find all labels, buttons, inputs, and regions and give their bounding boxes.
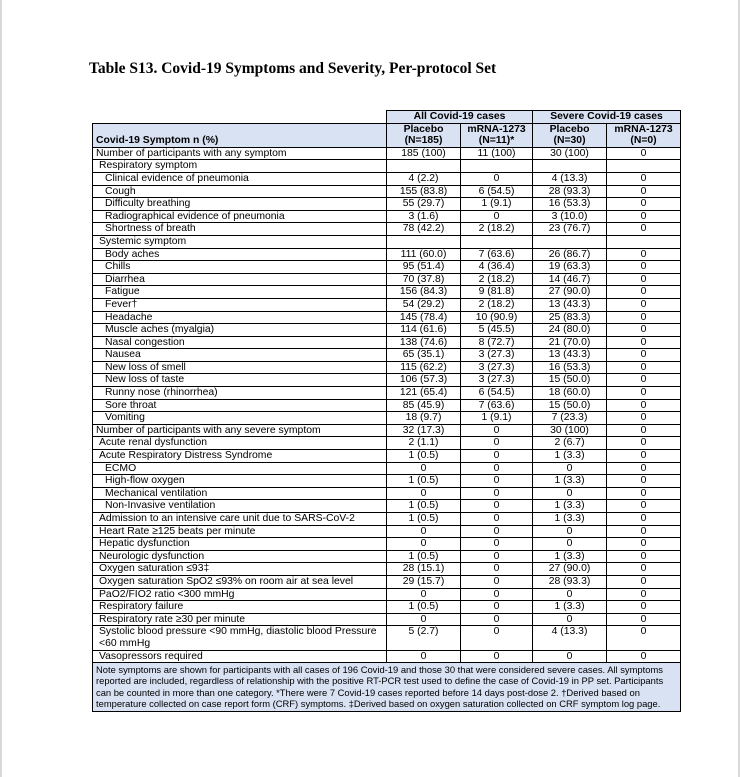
footnote-row [93, 663, 681, 712]
all-mrna-value: 8 (72.7) [461, 336, 533, 349]
severe-mrna-value: 0 [607, 462, 681, 475]
symptom-label: Headache [93, 311, 387, 324]
severe-mrna-value: 0 [607, 248, 681, 261]
severe-mrna-value: 0 [607, 223, 681, 236]
all-placebo-value: 1 (0.5) [387, 513, 461, 526]
table-row [93, 588, 681, 601]
all-placebo-value: 29 (15.7) [387, 575, 461, 588]
symptom-label: Fatigue [93, 286, 387, 299]
all-mrna-value: 0 [461, 462, 533, 475]
symptoms-table [92, 110, 681, 712]
group-header-row [93, 111, 681, 124]
all-mrna-value: 10 (90.9) [461, 311, 533, 324]
symptom-label: Radiographical evidence of pneumonia [93, 210, 387, 223]
all-mrna-value: 0 [461, 550, 533, 563]
severe-placebo-value: 13 (43.3) [533, 298, 607, 311]
severe-placebo-value: 30 (100) [533, 424, 607, 437]
table-row [93, 575, 681, 588]
col-all-placebo-name: Placebo [403, 123, 444, 135]
symptom-label: Respiratory rate ≥30 per minute [93, 613, 387, 626]
all-placebo-value: 1 (0.5) [387, 450, 461, 463]
all-placebo-value [387, 160, 461, 173]
severe-mrna-value: 0 [607, 500, 681, 513]
all-mrna-value: 6 (54.5) [461, 185, 533, 198]
col-all-mrna-n: (N=11)* [478, 135, 515, 147]
symptom-label: Muscle aches (myalgia) [93, 324, 387, 337]
symptom-label: Body aches [93, 248, 387, 261]
severe-mrna-value: 0 [607, 450, 681, 463]
severe-placebo-value: 24 (80.0) [533, 324, 607, 337]
severe-placebo-value: 1 (3.3) [533, 450, 607, 463]
all-mrna-value: 0 [461, 172, 533, 185]
severe-placebo-value: 15 (50.0) [533, 399, 607, 412]
severe-mrna-value: 0 [607, 311, 681, 324]
severe-mrna-value [607, 160, 681, 173]
symptom-label: Difficulty breathing [93, 198, 387, 211]
all-mrna-value: 7 (63.6) [461, 399, 533, 412]
severe-placebo-value: 13 (43.3) [533, 349, 607, 362]
all-mrna-value: 0 [461, 525, 533, 538]
all-mrna-value: 11 (100) [461, 147, 533, 160]
symptom-label: Shortness of breath [93, 223, 387, 236]
severe-placebo-value: 18 (60.0) [533, 387, 607, 400]
severe-placebo-value: 4 (13.3) [533, 172, 607, 185]
table-row [93, 563, 681, 576]
all-placebo-value: 95 (51.4) [387, 261, 461, 274]
symptom-label: Chills [93, 261, 387, 274]
symptom-label: Admission to an intensive care unit due to SARS-CoV-2 [93, 513, 387, 526]
col-severe-mrna-name: mRNA-1273 [614, 123, 673, 135]
severe-mrna-value: 0 [607, 147, 681, 160]
severe-placebo-value [533, 160, 607, 173]
severe-mrna-value: 0 [607, 601, 681, 614]
all-placebo-value: 85 (45.9) [387, 399, 461, 412]
symptom-label: Runny nose (rhinorrhea) [93, 387, 387, 400]
table-row [93, 437, 681, 450]
symptom-label: High-flow oxygen [93, 475, 387, 488]
severe-placebo-value: 21 (70.0) [533, 336, 607, 349]
severe-mrna-value: 0 [607, 261, 681, 274]
table-row [93, 235, 681, 248]
severe-placebo-value: 28 (93.3) [533, 185, 607, 198]
empty-corner-cell [93, 111, 387, 124]
table-row [93, 613, 681, 626]
all-mrna-value: 0 [461, 588, 533, 601]
severe-placebo-value: 16 (53.3) [533, 198, 607, 211]
all-mrna-value: 1 (9.1) [461, 412, 533, 425]
all-placebo-value: 32 (17.3) [387, 424, 461, 437]
severe-mrna-value: 0 [607, 361, 681, 374]
all-placebo-value: 1 (0.5) [387, 500, 461, 513]
table-row [93, 273, 681, 286]
table-row [93, 210, 681, 223]
all-placebo-value: 1 (0.5) [387, 601, 461, 614]
all-mrna-value: 5 (45.5) [461, 324, 533, 337]
page-edge-left [0, 0, 2, 777]
severe-placebo-value: 1 (3.3) [533, 513, 607, 526]
severe-placebo-value: 26 (86.7) [533, 248, 607, 261]
severe-mrna-value: 0 [607, 563, 681, 576]
severe-placebo-value: 0 [533, 487, 607, 500]
col-severe-placebo-name: Placebo [549, 123, 590, 135]
symptom-label: Vasopressors required [93, 650, 387, 663]
all-mrna-value: 0 [461, 437, 533, 450]
col-all-placebo-n: (N=185) [404, 135, 443, 147]
symptom-label: Nausea [93, 349, 387, 362]
table-row [93, 538, 681, 551]
all-placebo-value: 3 (1.6) [387, 210, 461, 223]
col-severe-placebo-n: (N=30) [553, 135, 586, 147]
all-mrna-value: 2 (18.2) [461, 223, 533, 236]
severe-placebo-value: 25 (83.3) [533, 311, 607, 324]
severe-mrna-value: 0 [607, 399, 681, 412]
symptom-column-header: Covid-19 Symptom n (%) [93, 123, 387, 147]
all-mrna-value: 0 [461, 487, 533, 500]
table-row [93, 626, 681, 650]
table-row [93, 298, 681, 311]
all-placebo-value: 0 [387, 525, 461, 538]
all-placebo-value: 138 (74.6) [387, 336, 461, 349]
symptom-label: New loss of smell [93, 361, 387, 374]
all-mrna-value: 0 [461, 513, 533, 526]
all-mrna-value: 0 [461, 650, 533, 663]
col-all-mrna [461, 123, 533, 147]
table-row [93, 311, 681, 324]
table-row [93, 286, 681, 299]
all-placebo-value: 114 (61.6) [387, 324, 461, 337]
table-row [93, 513, 681, 526]
table-row [93, 487, 681, 500]
table-row [93, 450, 681, 463]
severe-mrna-value: 0 [607, 387, 681, 400]
all-mrna-value: 1 (9.1) [461, 198, 533, 211]
symptom-label: Heart Rate ≥125 beats per minute [93, 525, 387, 538]
severe-mrna-value: 0 [607, 650, 681, 663]
table-row [93, 248, 681, 261]
all-mrna-value: 0 [461, 500, 533, 513]
severe-mrna-value: 0 [607, 424, 681, 437]
all-mrna-value: 2 (18.2) [461, 273, 533, 286]
all-placebo-value: 0 [387, 588, 461, 601]
severe-mrna-value: 0 [607, 172, 681, 185]
col-all-placebo [387, 123, 461, 147]
severe-placebo-value: 27 (90.0) [533, 563, 607, 576]
all-mrna-value: 2 (18.2) [461, 298, 533, 311]
severe-placebo-value: 4 (13.3) [533, 626, 607, 650]
severe-placebo-value: 16 (53.3) [533, 361, 607, 374]
symptom-label: Number of participants with any severe symptom [93, 424, 387, 437]
table-row [93, 198, 681, 211]
severe-mrna-value: 0 [607, 487, 681, 500]
symptom-label: Cough [93, 185, 387, 198]
severe-mrna-value: 0 [607, 198, 681, 211]
severe-placebo-value: 1 (3.3) [533, 550, 607, 563]
all-mrna-value: 0 [461, 475, 533, 488]
all-placebo-value: 155 (83.8) [387, 185, 461, 198]
all-placebo-value: 54 (29.2) [387, 298, 461, 311]
all-placebo-value [387, 235, 461, 248]
severe-mrna-value: 0 [607, 575, 681, 588]
all-placebo-value: 18 (9.7) [387, 412, 461, 425]
symptom-label: Acute Respiratory Distress Syndrome [93, 450, 387, 463]
table-row [93, 399, 681, 412]
severe-placebo-value: 3 (10.0) [533, 210, 607, 223]
severe-mrna-value: 0 [607, 273, 681, 286]
severe-mrna-value: 0 [607, 324, 681, 337]
severe-placebo-value: 0 [533, 462, 607, 475]
symptom-label: Fever† [93, 298, 387, 311]
all-placebo-value: 28 (15.1) [387, 563, 461, 576]
severe-mrna-value: 0 [607, 437, 681, 450]
symptom-label: Vomiting [93, 412, 387, 425]
all-placebo-value: 78 (42.2) [387, 223, 461, 236]
all-mrna-value: 6 (54.5) [461, 387, 533, 400]
severe-placebo-value: 19 (63.3) [533, 261, 607, 274]
symptom-label: Systolic blood pressure <90 mmHg, diastolic blood Pressure <60 mmHg [93, 626, 387, 650]
all-mrna-value [461, 235, 533, 248]
severe-placebo-value: 0 [533, 525, 607, 538]
symptom-label: PaO2/FIO2 ratio <300 mmHg [93, 588, 387, 601]
col-severe-placebo [533, 123, 607, 147]
all-mrna-value: 0 [461, 613, 533, 626]
all-mrna-value: 0 [461, 450, 533, 463]
table-row [93, 601, 681, 614]
severe-mrna-value: 0 [607, 374, 681, 387]
all-placebo-value: 1 (0.5) [387, 550, 461, 563]
symptom-label: Oxygen saturation SpO2 ≤93% on room air at sea level [93, 575, 387, 588]
all-placebo-value: 5 (2.7) [387, 626, 461, 650]
table-title: Table S13. Covid-19 Symptoms and Severity, Per-protocol Set [89, 60, 497, 77]
severe-placebo-value: 0 [533, 613, 607, 626]
symptom-label: Nasal congestion [93, 336, 387, 349]
table-row [93, 525, 681, 538]
table-row [93, 349, 681, 362]
severe-mrna-value: 0 [607, 349, 681, 362]
all-mrna-value: 0 [461, 601, 533, 614]
table-row [93, 261, 681, 274]
all-mrna-value: 0 [461, 626, 533, 650]
all-placebo-value: 55 (29.7) [387, 198, 461, 211]
table-row [93, 462, 681, 475]
table-row [93, 475, 681, 488]
severe-placebo-value: 0 [533, 588, 607, 601]
all-placebo-value: 0 [387, 462, 461, 475]
severe-placebo-value: 2 (6.7) [533, 437, 607, 450]
severe-mrna-value: 0 [607, 588, 681, 601]
severe-placebo-value: 1 (3.3) [533, 500, 607, 513]
group-all-cases: All Covid-19 cases [387, 111, 533, 124]
severe-mrna-value: 0 [607, 210, 681, 223]
all-placebo-value: 185 (100) [387, 147, 461, 160]
symptom-label: Number of participants with any symptom [93, 147, 387, 160]
severe-placebo-value: 0 [533, 538, 607, 551]
severe-mrna-value: 0 [607, 475, 681, 488]
col-severe-mrna [607, 123, 681, 147]
all-placebo-value: 111 (60.0) [387, 248, 461, 261]
table-row [93, 650, 681, 663]
table-row [93, 336, 681, 349]
severe-placebo-value [533, 235, 607, 248]
all-placebo-value: 2 (1.1) [387, 437, 461, 450]
all-placebo-value: 65 (35.1) [387, 349, 461, 362]
table-row [93, 424, 681, 437]
symptom-label: Systemic symptom [93, 235, 387, 248]
group-severe-cases: Severe Covid-19 cases [533, 111, 681, 124]
severe-placebo-value: 7 (23.3) [533, 412, 607, 425]
all-placebo-value: 121 (65.4) [387, 387, 461, 400]
symptom-label: Sore throat [93, 399, 387, 412]
table-row [93, 412, 681, 425]
severe-mrna-value: 0 [607, 626, 681, 650]
severe-mrna-value: 0 [607, 525, 681, 538]
table-row [93, 361, 681, 374]
col-all-mrna-name: mRNA-1273 [467, 123, 526, 135]
severe-placebo-value: 1 (3.3) [533, 475, 607, 488]
severe-mrna-value: 0 [607, 286, 681, 299]
column-header-row [93, 123, 681, 147]
symptom-label: Acute renal dysfunction [93, 437, 387, 450]
table-row [93, 223, 681, 236]
all-mrna-value: 0 [461, 563, 533, 576]
table-row [93, 160, 681, 173]
severe-mrna-value: 0 [607, 185, 681, 198]
all-mrna-value [461, 160, 533, 173]
table-row [93, 500, 681, 513]
severe-placebo-value: 23 (76.7) [533, 223, 607, 236]
all-placebo-value: 0 [387, 487, 461, 500]
table-row [93, 387, 681, 400]
all-placebo-value: 1 (0.5) [387, 475, 461, 488]
severe-placebo-value: 30 (100) [533, 147, 607, 160]
symptom-label: Respiratory failure [93, 601, 387, 614]
all-placebo-value: 0 [387, 650, 461, 663]
all-mrna-value: 9 (81.8) [461, 286, 533, 299]
all-mrna-value: 3 (27.3) [461, 361, 533, 374]
table-row [93, 147, 681, 160]
table-row [93, 172, 681, 185]
severe-mrna-value: 0 [607, 550, 681, 563]
severe-placebo-value: 14 (46.7) [533, 273, 607, 286]
footnote: Note symptoms are shown for participants with all cases of 196 Covid-19 and those 30 that were considered severe cases. All symptoms reported are included, regardless of relationship with the positive RT-PCR test used to define the case of Covid-19 in PP set. Participants can be counted in more than one category. *There were 7 Covid-19 cases reported before 14 days post-dose 2. †Derived based on temperature collected on case report form (CRF) symptoms. ‡Derived based on oxygen saturation collected on CRF symptom log page. [93, 663, 681, 712]
severe-mrna-value: 0 [607, 336, 681, 349]
severe-mrna-value: 0 [607, 513, 681, 526]
all-placebo-value: 145 (78.4) [387, 311, 461, 324]
severe-mrna-value: 0 [607, 298, 681, 311]
all-placebo-value: 115 (62.2) [387, 361, 461, 374]
severe-placebo-value: 28 (93.3) [533, 575, 607, 588]
all-mrna-value: 0 [461, 575, 533, 588]
severe-mrna-value: 0 [607, 613, 681, 626]
all-mrna-value: 0 [461, 424, 533, 437]
all-mrna-value: 3 (27.3) [461, 349, 533, 362]
symptom-label: Clinical evidence of pneumonia [93, 172, 387, 185]
all-mrna-value: 3 (27.3) [461, 374, 533, 387]
symptom-label: Diarrhea [93, 273, 387, 286]
table-row [93, 374, 681, 387]
symptom-label: Mechanical ventilation [93, 487, 387, 500]
symptom-label: Oxygen saturation ≤93‡ [93, 563, 387, 576]
symptom-label: Neurologic dysfunction [93, 550, 387, 563]
col-severe-mrna-n: (N=0) [630, 135, 657, 147]
severe-placebo-value: 1 (3.3) [533, 601, 607, 614]
table-row [93, 185, 681, 198]
all-placebo-value: 70 (37.8) [387, 273, 461, 286]
all-placebo-value: 106 (57.3) [387, 374, 461, 387]
severe-mrna-value: 0 [607, 412, 681, 425]
all-mrna-value: 7 (63.6) [461, 248, 533, 261]
all-mrna-value: 4 (36.4) [461, 261, 533, 274]
severe-placebo-value: 0 [533, 650, 607, 663]
severe-placebo-value: 27 (90.0) [533, 286, 607, 299]
severe-mrna-value: 0 [607, 538, 681, 551]
symptom-label: New loss of taste [93, 374, 387, 387]
table-row [93, 550, 681, 563]
symptom-label: Non-Invasive ventilation [93, 500, 387, 513]
severe-mrna-value [607, 235, 681, 248]
all-placebo-value: 0 [387, 613, 461, 626]
all-placebo-value: 0 [387, 538, 461, 551]
all-placebo-value: 4 (2.2) [387, 172, 461, 185]
symptom-label: Hepatic dysfunction [93, 538, 387, 551]
table-row [93, 324, 681, 337]
severe-placebo-value: 15 (50.0) [533, 374, 607, 387]
symptom-label: ECMO [93, 462, 387, 475]
symptom-label: Respiratory symptom [93, 160, 387, 173]
all-placebo-value: 156 (84.3) [387, 286, 461, 299]
all-mrna-value: 0 [461, 538, 533, 551]
all-mrna-value: 0 [461, 210, 533, 223]
table-body [93, 147, 681, 662]
